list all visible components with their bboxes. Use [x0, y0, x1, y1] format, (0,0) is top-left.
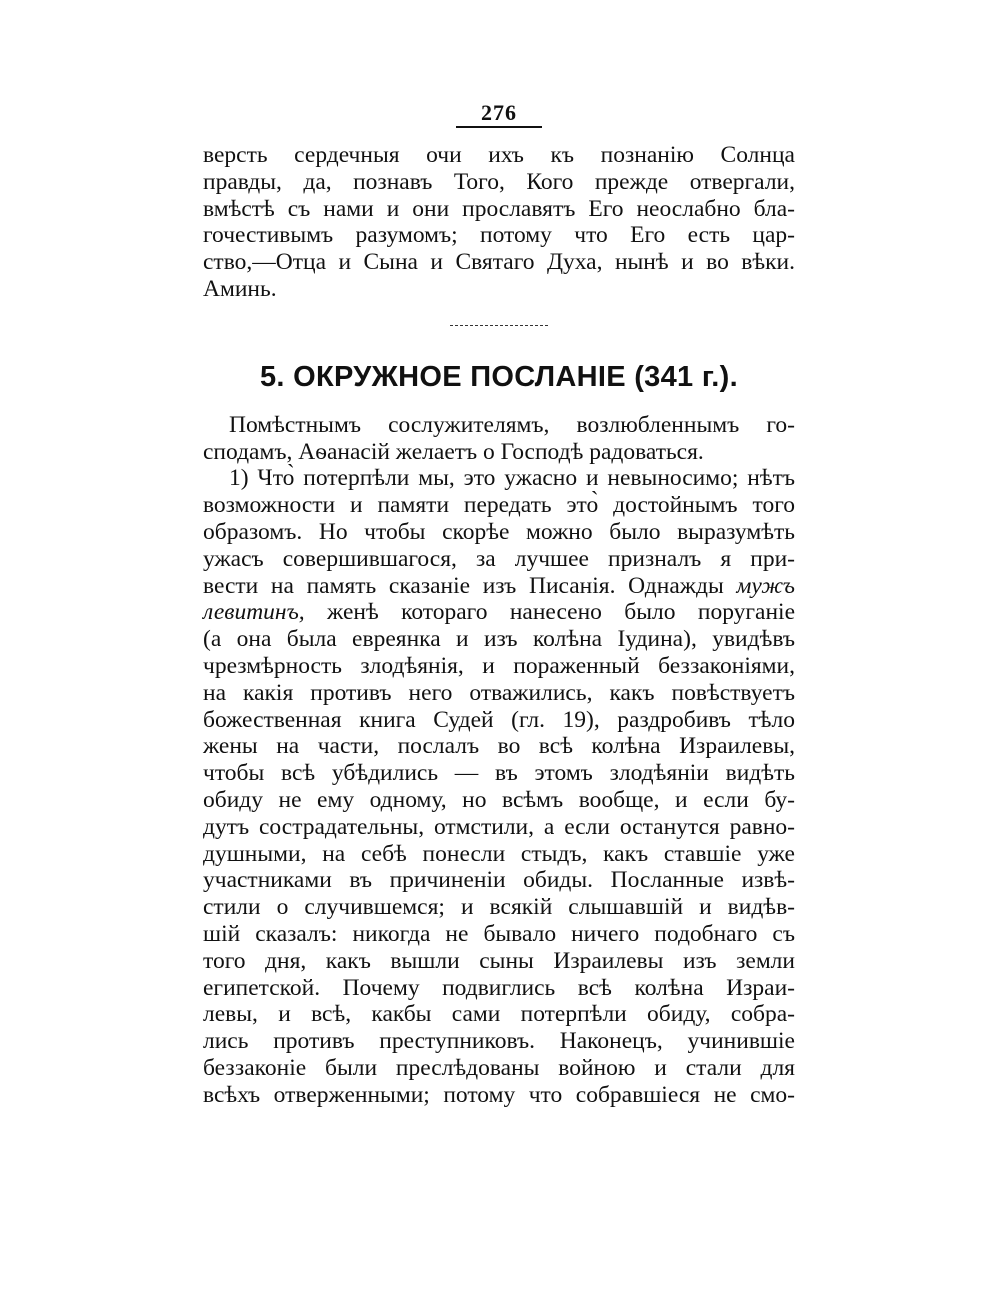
text-line: чтобы всѣ убѣдились — въ этомъ злодѣяніи видѣть — [203, 760, 795, 787]
text-line: (а она была евреянка и изъ колѣна Іудина), увидѣвъ — [203, 626, 795, 653]
intro-paragraph — [203, 142, 795, 303]
text-line: жены на части, послалъ во всѣ колѣна Израилевы, — [203, 733, 795, 760]
page-number-rule — [456, 126, 542, 128]
text-line: левы, и всѣ, какбы сами потерпѣли обиду, собра- — [203, 1001, 795, 1028]
text-line: участниками въ причиненіи обиды. Посланные извѣ- — [203, 867, 795, 894]
text-line: на какія противъ него отважились, какъ повѣствуетъ — [203, 679, 795, 706]
text-line: Помѣстнымъ сослужителямъ, возлюбленнымъ го- — [229, 411, 795, 438]
text-line: того дня, какъ вышли сыны Израилевы изъ земли — [203, 947, 795, 974]
text-line: шій сказалъ: никогда не бывало ничего подобнаго съ — [203, 920, 795, 947]
document-page — [203, 100, 795, 1109]
text-line: Аминь. — [203, 275, 277, 302]
text-line: беззаконіе были преслѣдованы войною и стали для — [203, 1054, 795, 1081]
text-line: образомъ. Но чтобы скорѣе можно было выразумѣть — [203, 518, 795, 545]
text-line: стили о случившемся; и всякій слышавшій и видѣв- — [203, 894, 795, 921]
text-line: 1) Что̀ потерпѣли мы, это ужасно и невыносимо; нѣтъ — [229, 465, 795, 492]
italic-segment: мужъ — [736, 572, 795, 599]
text-line: гочестивымъ разумомъ; потому что Его есть цар- — [203, 222, 795, 249]
text-line: возможности и памяти передать это̀ достойнымъ того — [203, 492, 795, 519]
text-line: ужасъ совершившагося, за лучшее призналъ я при- — [203, 545, 795, 572]
section-heading: 5. ОКРУЖНОЕ ПОСЛАНІЕ (341 г.). — [260, 360, 738, 393]
text-line: египетской. Почему подвиглись всѣ колѣна Израи- — [203, 974, 795, 1001]
text-line: душными, на себѣ понесли стыдъ, какъ ставшіе уже — [203, 840, 795, 867]
italic-segment: левитинъ, — [203, 599, 305, 626]
text-segment: женѣ котораго нанесено было поруганіе — [327, 599, 796, 626]
text-line: чрезмѣрность злодѣянія, и пораженный беззаконіями, — [203, 652, 795, 679]
section-separator — [450, 325, 548, 326]
text-line: правды, да, познавъ Того, Кого прежде отвергали, — [203, 168, 795, 195]
greeting-paragraph — [203, 412, 795, 466]
text-line: сподамъ, Аѳанасій желаетъ о Господѣ радоваться. — [203, 438, 704, 465]
text-segment: вести на память сказаніе изъ Писанія. Однажды — [203, 572, 724, 599]
text-line: обиду не ему одному, но всѣмъ вообще, и если бу- — [203, 786, 795, 813]
text-line: лись противъ преступниковъ. Наконецъ, учинившіе — [203, 1028, 795, 1055]
text-line: вмѣстѣ съ нами и они прославятъ Его неослабно бла- — [203, 195, 795, 222]
main-paragraph — [203, 465, 795, 1108]
text-line: версть сердечныя очи ихъ къ познанію Солнца — [203, 142, 795, 168]
text-line — [203, 573, 795, 600]
text-line — [203, 599, 795, 626]
text-line: божественная книга Судей (гл. 19), раздробивъ тѣло — [203, 706, 795, 733]
text-line: ство,—Отца и Сына и Святаго Духа, нынѣ и во вѣки. — [203, 249, 795, 276]
text-line: всѣхъ отверженными; потому что собравшіеся не смо- — [203, 1081, 795, 1108]
page-number: 276 — [481, 100, 517, 125]
text-line: дутъ сострадательны, отмстили, а если останутся равно- — [203, 813, 795, 840]
